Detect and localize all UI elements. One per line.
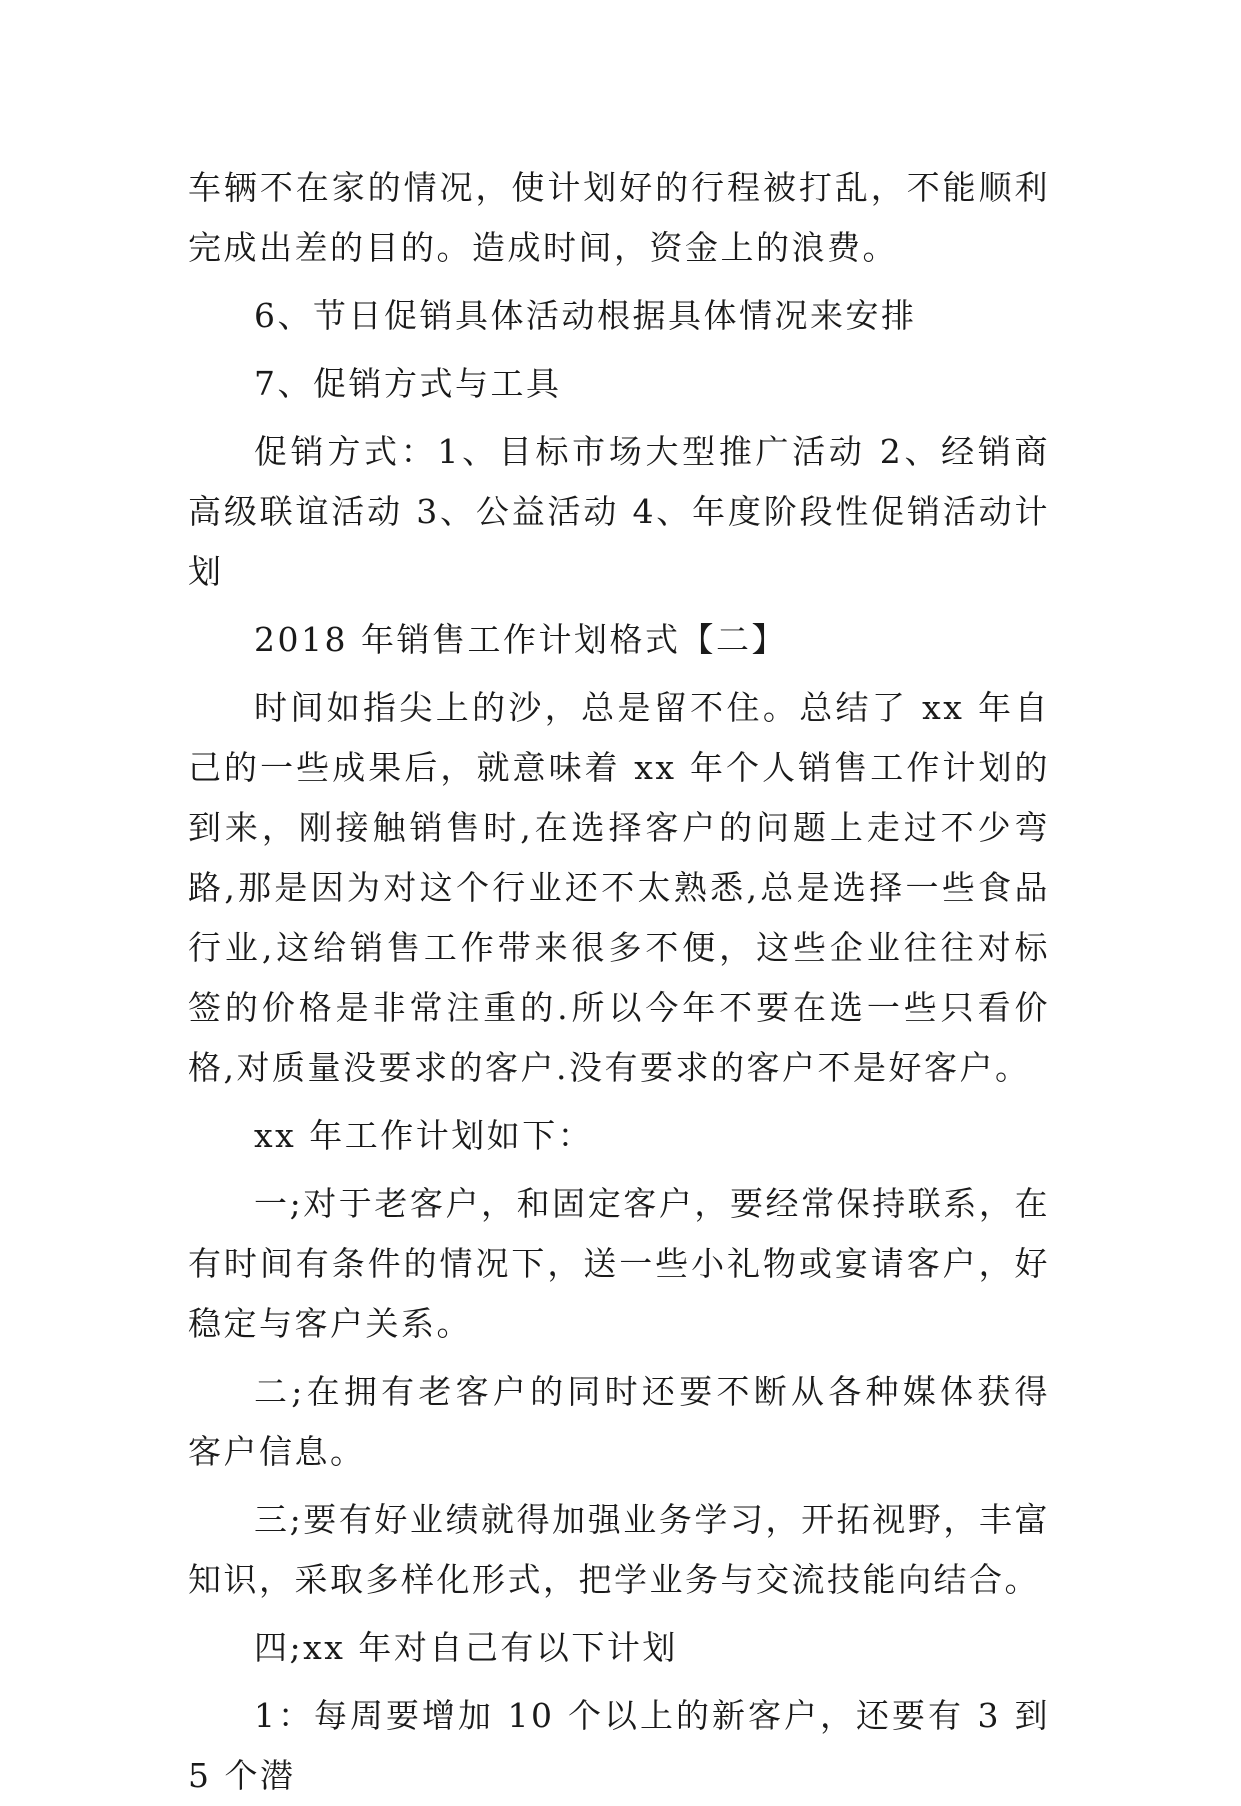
paragraph-holiday-promotion: 6、节日促销具体活动根据具体情况来安排 [254, 296, 917, 335]
paragraph-introduction: 时间如指尖上的沙，总是留不住。总结了 xx 年自己的一些成果后，就意味着 xx 年个人销售工作计划的到来，刚接触销售时,在选择客户的问题上走过不少弯路,那是因为对这个行业还不太熟悉,总是选择一些食品行业,这给销售工作带来很多不便，这些企业往往对标签的价格是非常注重的.所以今年不要在选一些只看价格,对质量没要求的客户.没有要求的客户不是好客户。 [188, 688, 1050, 1087]
paragraph-weekly-goal: 1：每周要增加 10 个以上的新客户，还要有 3 到 5 个潜 [188, 1696, 1050, 1795]
section-heading-plan-two: 2018 年销售工作计划格式【二】 [254, 620, 787, 659]
paragraph-work-plan-heading: xx 年工作计划如下： [254, 1116, 594, 1155]
document-body [188, 158, 1050, 1806]
paragraph-plan-item-one: 一;对于老客户，和固定客户，要经常保持联系，在有时间有条件的情况下，送一些小礼物或宴请客户，好稳定与客户关系。 [188, 1184, 1050, 1343]
paragraph-promotion-methods: 促销方式：1、目标市场大型推广活动 2、经销商高级联谊活动 3、公益活动 4、年度阶段性促销活动计划 [188, 432, 1050, 591]
paragraph-travel-waste: 车辆不在家的情况，使计划好的行程被打乱，不能顺利完成出差的目的。造成时间，资金上的浪费。 [188, 168, 1050, 267]
paragraph-plan-item-four: 四;xx 年对自己有以下计划 [254, 1628, 678, 1667]
paragraph-plan-item-three: 三;要有好业绩就得加强业务学习，开拓视野，丰富知识，采取多样化形式，把学业务与交流技能向结合。 [188, 1500, 1050, 1599]
paragraph-plan-item-two: 二;在拥有老客户的同时还要不断从各种媒体获得 客户信息。 [188, 1372, 1050, 1471]
paragraph-promotion-tools-heading: 7、促销方式与工具 [254, 364, 562, 403]
